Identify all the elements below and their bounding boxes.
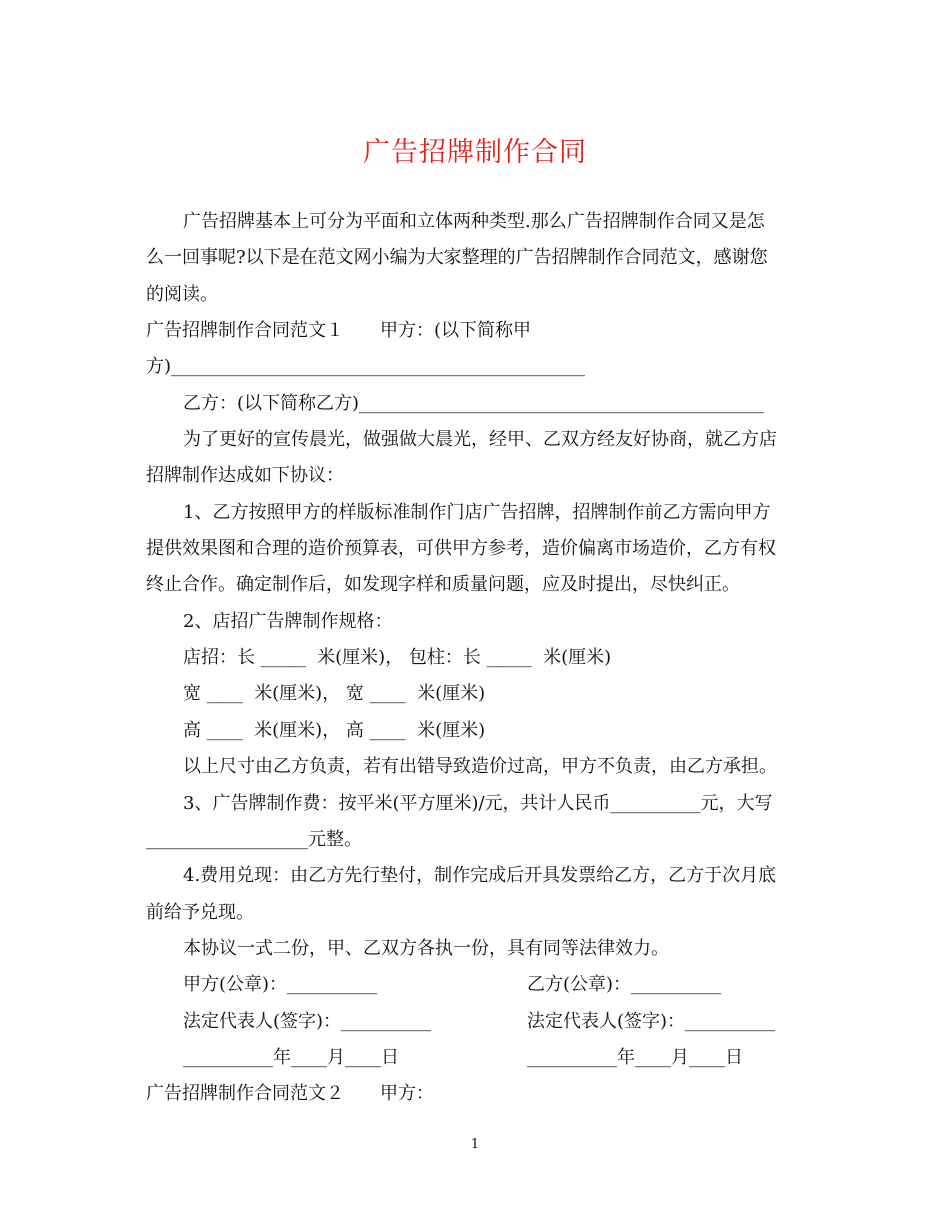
party-b-line: 乙方：(以下简称乙方)_____________________________________________ xyxy=(183,393,765,414)
party-b-seal: 乙方(公章)：__________ xyxy=(527,974,722,995)
document-title: 广告招牌制作合同 xyxy=(363,137,587,168)
party-a-seal: 甲方(公章)：__________ xyxy=(183,974,378,995)
clause2-heading: 2、店招广告牌制作规格： xyxy=(183,611,393,632)
clause1-line-1: 1、乙方按照甲方的样版标准制作门店广告招牌，招牌制作前乙方需向甲方 xyxy=(183,502,771,523)
purpose-line-1: 为了更好的宣传晨光，做强做大晨光，经甲、乙双方经友好协商，就乙方店 xyxy=(183,429,777,450)
spec-line-length: 店招：长 _____ 米(厘米)， 包柱：长 _____ 米(厘米) xyxy=(183,647,612,668)
party-b-representative: 法定代表人(签字)：__________ xyxy=(527,1011,776,1032)
spec-line-height: 高 ____ 米(厘米)， 高 ____ 米(厘米) xyxy=(183,720,486,741)
intro-line-1: 广告招牌基本上可分为平面和立体两种类型.那么广告招牌制作合同又是怎 xyxy=(183,211,765,232)
clause3-line-2: __________________元整。 xyxy=(146,829,362,850)
copies-note: 本协议一式二份，甲、乙双方各执一份，具有同等法律效力。 xyxy=(183,938,669,959)
clause4-line-2: 前给予兑现。 xyxy=(146,902,254,923)
party-a-line: 方)______________________________________________ xyxy=(146,356,586,377)
clause4-line-1: 4.费用兑现：由乙方先行垫付，制作完成后开具发票给乙方，乙方于次月底 xyxy=(183,865,777,886)
spec-line-width: 宽 ____ 米(厘米)， 宽 ____ 米(厘米) xyxy=(183,683,486,704)
party-a-representative: 法定代表人(签字)：__________ xyxy=(183,1011,432,1032)
clause3-line-1: 3、广告牌制作费：按平米(平方厘米)/元，共计人民币__________元，大写 xyxy=(183,793,773,814)
party-a-date: __________年____月____日 xyxy=(183,1047,399,1068)
sample2-heading: 广告招牌制作合同范文２ 甲方： xyxy=(146,1083,434,1104)
sample1-heading: 广告招牌制作合同范文１ 甲方：(以下简称甲 xyxy=(146,320,532,341)
size-note: 以上尺寸由乙方负责，若有出错导致造价过高，甲方不负责，由乙方承担。 xyxy=(183,756,777,777)
intro-line-2: 么一回事呢?以下是在范文网小编为大家整理的广告招牌制作合同范文，感谢您 xyxy=(146,247,768,268)
party-b-date: __________年____月____日 xyxy=(527,1047,743,1068)
intro-line-3: 的阅读。 xyxy=(146,284,218,305)
purpose-line-2: 招牌制作达成如下协议： xyxy=(146,465,344,486)
clause1-line-3: 终止合作。确定制作后，如发现字样和质量问题，应及时提出，尽快纠正。 xyxy=(146,574,740,595)
page-number: 1 xyxy=(470,1137,480,1152)
clause1-line-2: 提供效果图和合理的造价预算表，可供甲方参考，造价偏离市场造价，乙方有权 xyxy=(146,538,776,559)
